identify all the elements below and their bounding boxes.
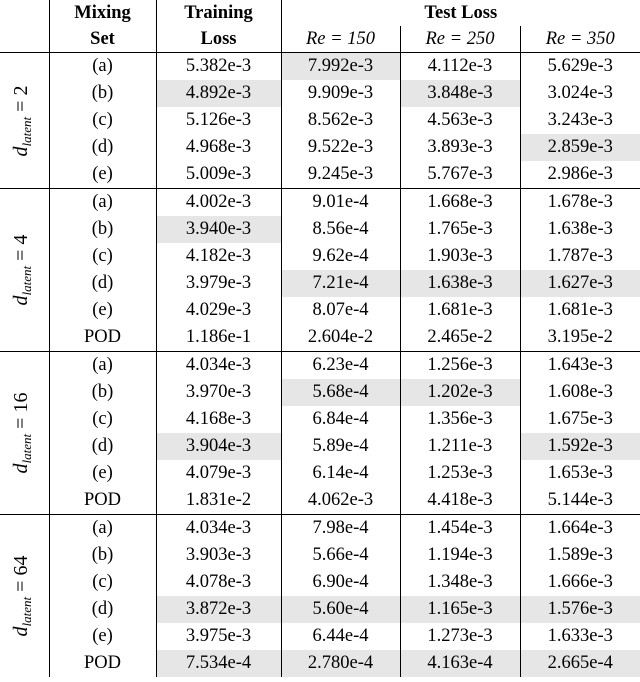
training-loss-cell: 3.979e-3 [156, 270, 281, 297]
test-loss-re150-cell: 8.56e-4 [281, 216, 400, 243]
test-loss-re350-cell: 5.629e-3 [520, 53, 640, 81]
table-row [0, 53, 640, 81]
test-loss-re250-cell: 1.668e-3 [400, 189, 520, 217]
table-row [0, 542, 640, 569]
test-loss-re250-cell: 1.356e-3 [400, 406, 520, 433]
table-row [0, 433, 640, 460]
test-loss-re150-cell: 9.62e-4 [281, 243, 400, 270]
table-row [0, 352, 640, 380]
mixing-set-cell: (d) [49, 596, 156, 623]
group-label-text [8, 393, 40, 474]
test-loss-re150-cell: 9.01e-4 [281, 189, 400, 217]
mixing-set-cell: (b) [49, 542, 156, 569]
test-loss-re150-cell: 5.68e-4 [281, 379, 400, 406]
test-loss-re150-cell: 9.245e-3 [281, 161, 400, 189]
test-loss-re150-cell: 4.062e-3 [281, 487, 400, 515]
mixing-set-cell: (b) [49, 80, 156, 107]
training-loss-cell: 3.970e-3 [156, 379, 281, 406]
training-loss-cell: 3.903e-3 [156, 542, 281, 569]
test-loss-re350-cell: 1.633e-3 [547, 626, 613, 646]
group-label-sub: latent [19, 433, 35, 464]
test-loss-re350-cell: 1.589e-3 [547, 545, 613, 565]
test-loss-re350-cell: 1.664e-3 [520, 515, 640, 543]
training-loss-cell: 4.182e-3 [156, 243, 281, 270]
test-loss-re250-cell: 1.903e-3 [400, 243, 520, 270]
test-loss-re150-cell: 9.522e-3 [281, 134, 400, 161]
training-loss-cell: 4.002e-3 [156, 189, 281, 217]
header-corner [0, 0, 49, 26]
test-loss-re350-cell: 1.653e-3 [547, 463, 613, 483]
group-label [0, 189, 49, 352]
training-loss-cell: 7.534e-4 [156, 650, 281, 677]
group-label-text [8, 556, 40, 637]
group-label-sub: latent [19, 596, 35, 627]
test-loss-re150-cell: 8.562e-3 [281, 107, 400, 134]
table-row [0, 650, 640, 677]
table-row [0, 596, 640, 623]
table-row [0, 134, 640, 161]
group-label-eq: = 64 [10, 555, 33, 597]
mixing-set-cell: (d) [49, 433, 156, 460]
mixing-set-cell: (a) [49, 352, 156, 380]
mixing-set-cell: (a) [49, 53, 156, 81]
table-row [0, 460, 640, 487]
table-row [0, 487, 640, 515]
test-loss-re350-cell: 1.787e-3 [547, 246, 613, 266]
table-row [0, 189, 640, 217]
group-label-text [8, 85, 40, 156]
test-loss-re150-cell: 5.89e-4 [281, 433, 400, 460]
training-loss-cell: 3.975e-3 [156, 623, 281, 650]
table-row [0, 623, 640, 650]
training-loss-cell: 4.892e-3 [156, 80, 281, 107]
test-loss-re350-cell: 1.675e-3 [547, 409, 613, 429]
group-label-var: d [10, 295, 33, 306]
header-training-line1: Training [156, 0, 281, 26]
test-loss-re350-cell: 2.665e-4 [520, 650, 640, 677]
test-loss-re350-cell: 2.986e-3 [547, 164, 613, 184]
test-loss-re250-cell: 1.202e-3 [400, 379, 520, 406]
table-header [0, 0, 640, 53]
header-corner-2 [0, 26, 49, 53]
group-label-eq: = 2 [10, 85, 33, 117]
header-test-loss: Test Loss [424, 3, 498, 23]
test-loss-re150-cell: 2.780e-4 [281, 650, 400, 677]
mixing-set-cell: (c) [49, 107, 156, 134]
test-loss-re350-cell: 1.576e-3 [520, 596, 640, 623]
training-loss-cell: 4.168e-3 [156, 406, 281, 433]
training-loss-cell: 3.940e-3 [156, 216, 281, 243]
test-loss-re250-cell: 1.256e-3 [400, 352, 520, 380]
test-loss-re350-cell: 1.678e-3 [520, 189, 640, 217]
test-loss-re250-cell: 1.638e-3 [400, 270, 520, 297]
test-loss-re250-cell: 1.194e-3 [400, 542, 520, 569]
training-loss-cell: 4.968e-3 [156, 134, 281, 161]
group-label [0, 352, 49, 515]
group-label-eq: = 16 [10, 392, 33, 434]
test-loss-re350-cell: 3.243e-3 [547, 110, 613, 130]
test-loss-re250-cell: 5.767e-3 [400, 161, 520, 189]
group-label-sub: latent [19, 116, 35, 146]
test-loss-re150-cell: 7.992e-3 [281, 53, 400, 81]
test-loss-re150-cell: 5.60e-4 [281, 596, 400, 623]
test-loss-re150-cell: 5.66e-4 [281, 542, 400, 569]
group-dlatent-1 [0, 189, 640, 352]
table-row [0, 216, 640, 243]
test-loss-re350-cell: 1.643e-3 [520, 352, 640, 380]
test-loss-re350-cell: 5.144e-3 [547, 490, 613, 510]
test-loss-re250-cell: 1.253e-3 [400, 460, 520, 487]
group-dlatent-3 [0, 515, 640, 678]
group-dlatent-0 [0, 53, 640, 189]
test-loss-re250-cell: 1.348e-3 [400, 569, 520, 596]
test-loss-re350-cell: 1.681e-3 [547, 300, 613, 320]
group-label-text [8, 235, 40, 306]
mixing-set-cell: POD [49, 487, 156, 515]
training-loss-cell: 4.029e-3 [156, 297, 281, 324]
group-label-var: d [10, 145, 33, 156]
test-loss-re250-cell: 4.563e-3 [400, 107, 520, 134]
test-loss-re350-cell: 1.666e-3 [547, 572, 613, 592]
test-loss-re150-cell: 7.98e-4 [281, 515, 400, 543]
test-loss-re350-cell: 3.024e-3 [547, 83, 613, 103]
table-row [0, 297, 640, 324]
mixing-set-cell: (b) [49, 379, 156, 406]
test-loss-re250-cell: 4.418e-3 [400, 487, 520, 515]
table-row [0, 324, 640, 352]
mixing-set-cell: (e) [49, 460, 156, 487]
header-re250: Re = 250 [400, 26, 520, 53]
mixing-set-cell: (d) [49, 270, 156, 297]
test-loss-re250-cell: 4.163e-4 [400, 650, 520, 677]
table-row [0, 161, 640, 189]
group-label [0, 53, 49, 189]
group-label-eq: = 4 [10, 234, 33, 266]
test-loss-re250-cell: 1.454e-3 [400, 515, 520, 543]
mixing-set-cell: (c) [49, 406, 156, 433]
table-row [0, 80, 640, 107]
training-loss-cell: 4.034e-3 [156, 352, 281, 380]
training-loss-cell: 1.186e-1 [156, 324, 281, 352]
mixing-set-cell: (b) [49, 216, 156, 243]
header-training-line2: Loss [156, 26, 281, 53]
header-re150: Re = 150 [281, 26, 400, 53]
table-row [0, 243, 640, 270]
test-loss-re250-cell: 4.112e-3 [400, 53, 520, 81]
table-row [0, 270, 640, 297]
test-loss-re150-cell: 2.604e-2 [281, 324, 400, 352]
training-loss-cell: 3.872e-3 [156, 596, 281, 623]
training-loss-cell: 3.904e-3 [156, 433, 281, 460]
mixing-set-cell: (e) [49, 161, 156, 189]
test-loss-re150-cell: 6.23e-4 [281, 352, 400, 380]
group-label-sub: latent [19, 265, 35, 296]
test-loss-re150-cell: 8.07e-4 [281, 297, 400, 324]
group-dlatent-2 [0, 352, 640, 515]
training-loss-cell: 4.078e-3 [156, 569, 281, 596]
mixing-set-cell: (a) [49, 515, 156, 543]
training-loss-cell: 5.126e-3 [156, 107, 281, 134]
table-row [0, 107, 640, 134]
test-loss-re250-cell: 2.465e-2 [400, 324, 520, 352]
test-loss-re250-cell: 3.848e-3 [400, 80, 520, 107]
test-loss-re150-cell: 9.909e-3 [281, 80, 400, 107]
test-loss-re250-cell: 1.273e-3 [400, 623, 520, 650]
group-label-var: d [10, 626, 33, 637]
test-loss-re250-cell: 1.211e-3 [400, 433, 520, 460]
mixing-set-cell: (a) [49, 189, 156, 217]
test-loss-re150-cell: 6.84e-4 [281, 406, 400, 433]
test-loss-re250-cell: 3.893e-3 [400, 134, 520, 161]
header-mixing-set-line1: Mixing [49, 0, 156, 26]
test-loss-re350-cell: 1.627e-3 [520, 270, 640, 297]
mixing-set-cell: (c) [49, 569, 156, 596]
mixing-set-cell: (e) [49, 623, 156, 650]
training-loss-cell: 1.831e-2 [156, 487, 281, 515]
mixing-set-cell: POD [49, 650, 156, 677]
test-loss-re350-cell: 2.859e-3 [520, 134, 640, 161]
header-mixing-set-line2: Set [49, 26, 156, 53]
test-loss-re350-cell: 3.195e-2 [547, 327, 613, 347]
mixing-set-cell: (c) [49, 243, 156, 270]
test-loss-re150-cell: 7.21e-4 [281, 270, 400, 297]
test-loss-re250-cell: 1.681e-3 [400, 297, 520, 324]
test-loss-re150-cell: 6.14e-4 [281, 460, 400, 487]
table-row [0, 569, 640, 596]
training-loss-cell: 4.079e-3 [156, 460, 281, 487]
table-row [0, 515, 640, 543]
test-loss-re250-cell: 1.765e-3 [400, 216, 520, 243]
mixing-set-cell: (d) [49, 134, 156, 161]
test-loss-re150-cell: 6.44e-4 [281, 623, 400, 650]
test-loss-re350-cell: 1.592e-3 [520, 433, 640, 460]
mixing-set-cell: (e) [49, 297, 156, 324]
test-loss-re250-cell: 1.165e-3 [400, 596, 520, 623]
training-loss-cell: 5.382e-3 [156, 53, 281, 81]
training-loss-cell: 4.034e-3 [156, 515, 281, 543]
test-loss-re350-cell: 1.638e-3 [547, 219, 613, 239]
test-loss-re350-cell: 1.608e-3 [547, 382, 613, 402]
group-label [0, 515, 49, 678]
header-re350: Re = 350 [520, 26, 640, 53]
table-row [0, 379, 640, 406]
group-label-var: d [10, 463, 33, 474]
table-row [0, 406, 640, 433]
training-loss-cell: 5.009e-3 [156, 161, 281, 189]
mixing-set-cell: POD [49, 324, 156, 352]
test-loss-re150-cell: 6.90e-4 [281, 569, 400, 596]
